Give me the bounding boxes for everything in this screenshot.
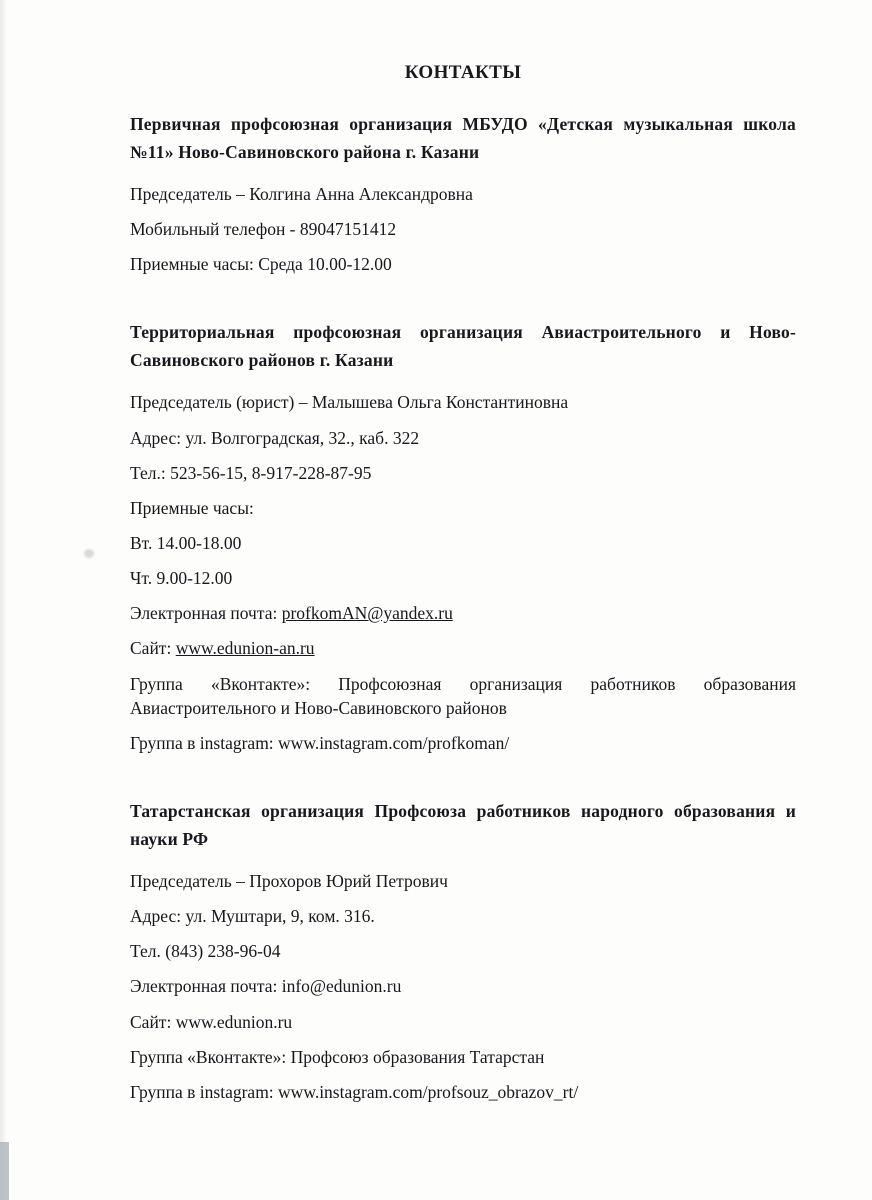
contact-line-email (130, 601, 796, 625)
contact-line-instagram: Группа в instagram: www.instagram.com/profsouz_obrazov_rt/ (130, 1081, 579, 1102)
contact-line-mobile-phone: Мобильный телефон - 89047151412 (130, 219, 397, 240)
website-label: Сайт: (130, 638, 176, 659)
contact-line-chairman: Председатель – Прохоров Юрий Петрович (130, 870, 448, 891)
contact-line-hours-thu: Чт. 9.00-12.00 (130, 568, 233, 589)
website-link: www.edunion-an.ru (175, 638, 315, 659)
section-tatarstan-union (130, 797, 796, 1104)
contact-line-office-hours: Приемные часы: Среда 10.00-12.00 (130, 254, 392, 275)
section-heading: Территориальная профсоюзная организация Авиастроительного и Ново-Савиновского районов г. Казани (130, 322, 796, 371)
contact-line-address: Адрес: ул. Муштари, 9, ком. 316. (130, 906, 375, 927)
contact-line-hours-tue: Вт. 14.00-18.00 (130, 532, 242, 553)
email-label: Электронная почта: (130, 603, 282, 624)
section-primary-union (130, 110, 796, 276)
section-heading: Татарстанская организация Профсоюза работников народного образования и науки РФ (130, 800, 796, 849)
contact-line-chairman: Председатель (юрист) – Малышева Ольга Константиновна (130, 392, 569, 413)
page-title: КОНТАКТЫ (404, 62, 522, 83)
contact-line-website (130, 636, 796, 660)
scan-smudge-artifact (84, 549, 94, 558)
contact-line-phone: Тел.: 523-56-15, 8-917-228-87-95 (130, 462, 372, 483)
contact-line-chairman: Председатель – Колгина Анна Александровна (130, 184, 473, 204)
document-content (130, 62, 796, 1115)
contact-line-phone: Тел. (843) 238-96-04 (130, 941, 281, 962)
contact-line-instagram: Группа в instagram: www.instagram.com/profkoman/ (130, 732, 510, 753)
contact-line-vkontakte: Группа «Вконтакте»: Профсоюз образования Татарстан (130, 1046, 545, 1067)
scan-corner-strip (0, 1142, 9, 1200)
contact-line-website: Сайт: www.edunion.ru (130, 1011, 293, 1032)
section-heading: Первичная профсоюзная организация МБУДО «Детская музыкальная школа №11» Ново-Савиновского района г. Казани (130, 114, 796, 162)
contact-line-vkontakte: Группа «Вконтакте»: Профсоюзная организация работников образования Авиастроительного и Ново-Савиновского районов (130, 673, 796, 718)
contact-line-office-hours: Приемные часы: (130, 497, 254, 518)
scan-edge-shadow (0, 0, 7, 1200)
section-territorial-union (130, 318, 796, 755)
email-link: profkomAN@yandex.ru (281, 603, 453, 624)
contact-line-email: Электронная почта: info@edunion.ru (130, 976, 402, 997)
contact-line-address: Адрес: ул. Волгоградская, 32., каб. 322 (130, 427, 420, 448)
